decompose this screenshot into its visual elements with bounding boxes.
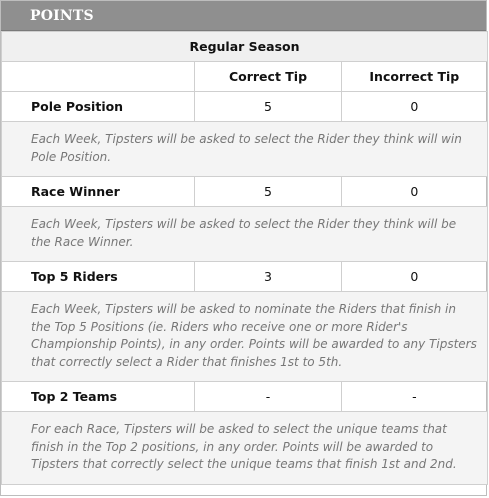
column-header-empty xyxy=(2,62,195,92)
correct-points: 5 xyxy=(195,177,341,207)
column-header-row xyxy=(2,62,488,92)
row-label: Pole Position xyxy=(2,92,195,122)
season-label: Regular Season xyxy=(2,32,488,62)
row-description: For each Race, Tipsters will be asked to select the unique teams that finish in the Top 2 positions, in any order. Points will be awarded to Tipsters that correctly select the unique teams that finish 1st and 2nd. xyxy=(2,412,488,485)
description-row xyxy=(2,292,488,382)
season-row xyxy=(2,32,488,62)
incorrect-points: - xyxy=(341,382,487,412)
points-header xyxy=(1,1,486,31)
table-row xyxy=(2,382,488,412)
row-label: Top 5 Riders xyxy=(2,262,195,292)
correct-points: 3 xyxy=(195,262,341,292)
row-label: Race Winner xyxy=(2,177,195,207)
incorrect-points: 0 xyxy=(341,92,487,122)
description-row xyxy=(2,207,488,262)
row-description: Each Week, Tipsters will be asked to select the Rider they think will be the Race Winner. xyxy=(2,207,488,262)
table-row xyxy=(2,262,488,292)
row-description: Each Week, Tipsters will be asked to nominate the Riders that finish in the Top 5 Positions (ie. Riders who receive one or more Rider's Championship Points), in any order. Points will be awarded to any Tipsters that correctly select a Rider that finishes 1st to 5th. xyxy=(2,292,488,382)
column-header-correct: Correct Tip xyxy=(195,62,341,92)
incorrect-points: 0 xyxy=(341,177,487,207)
incorrect-points: 0 xyxy=(341,262,487,292)
row-label: Top 2 Teams xyxy=(2,382,195,412)
table-row xyxy=(2,92,488,122)
correct-points: 5 xyxy=(195,92,341,122)
description-row xyxy=(2,122,488,177)
row-description: Each Week, Tipsters will be asked to select the Rider they think will win Pole Position. xyxy=(2,122,488,177)
table-row xyxy=(2,177,488,207)
points-table xyxy=(1,31,488,485)
points-title: POINTS xyxy=(30,7,94,24)
description-row xyxy=(2,412,488,485)
correct-points: - xyxy=(195,382,341,412)
column-header-incorrect: Incorrect Tip xyxy=(341,62,487,92)
